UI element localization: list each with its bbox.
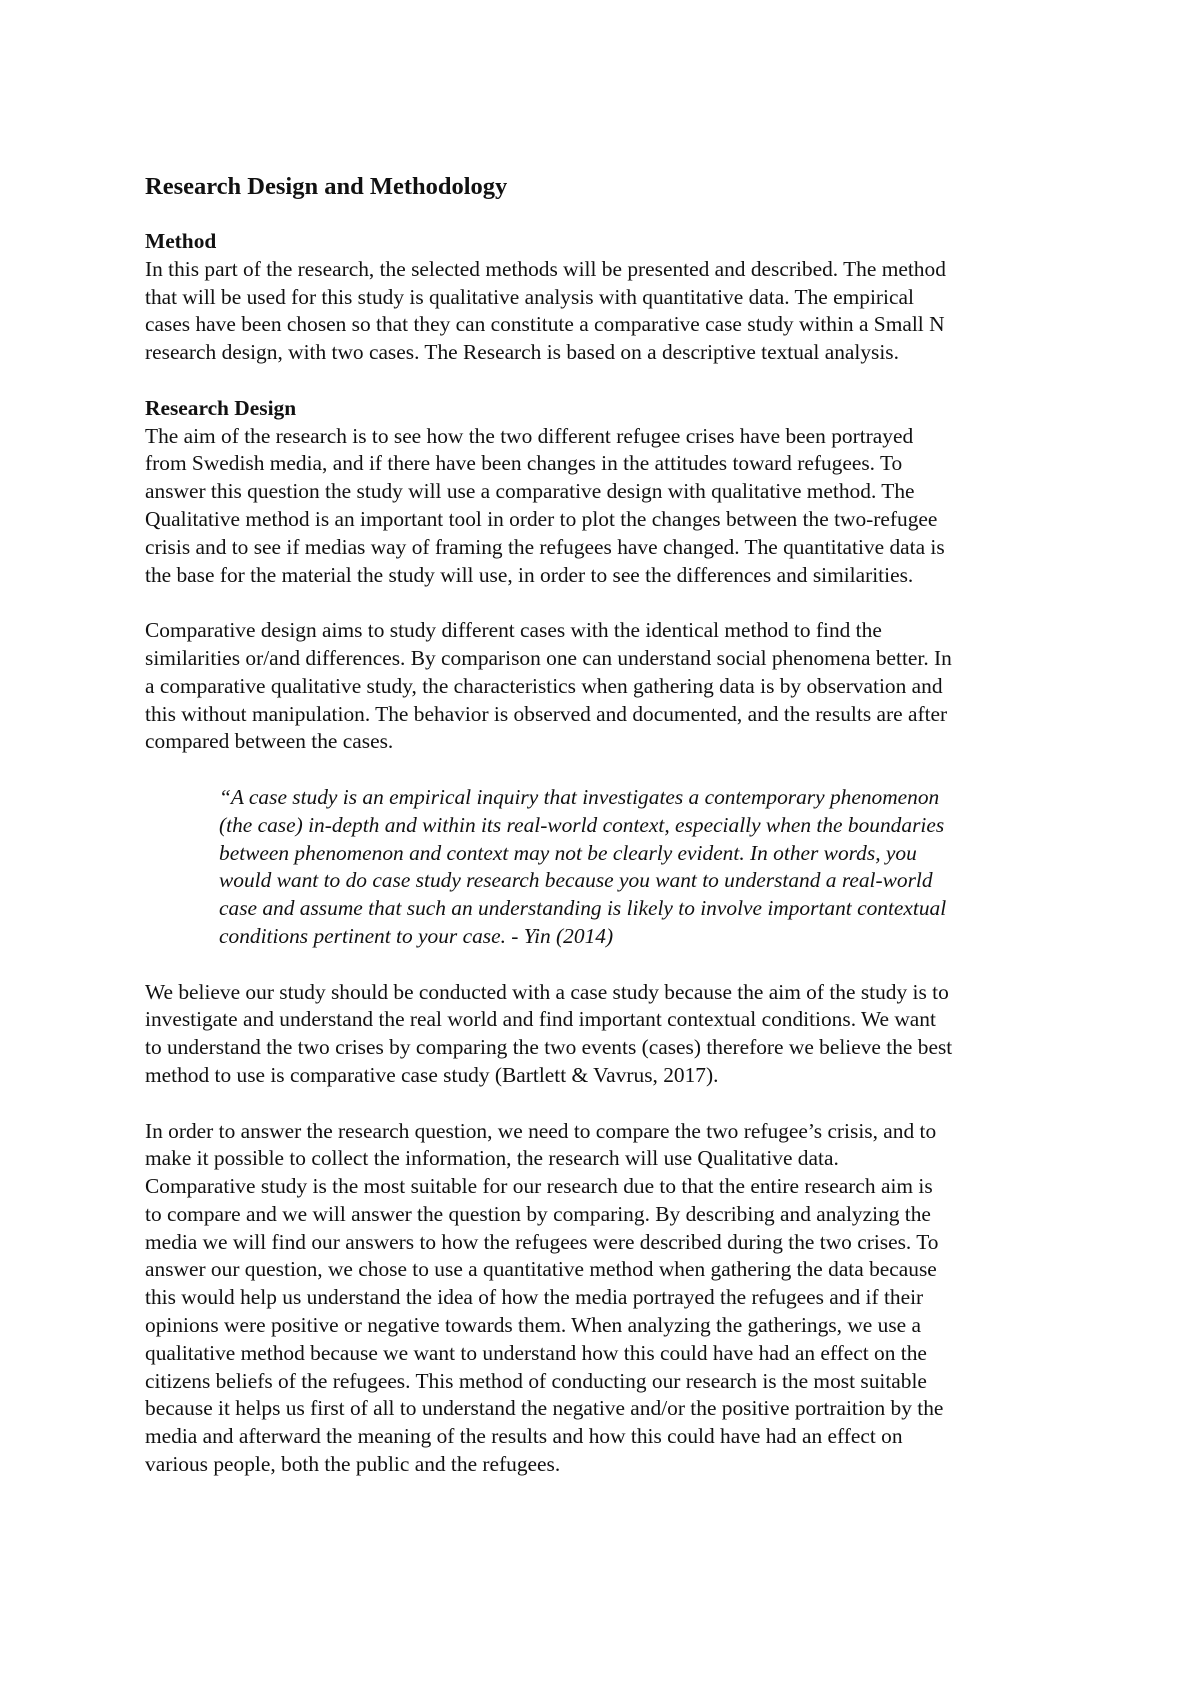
paragraph-spacer — [145, 756, 1075, 784]
text-line: to compare and we will answer the question by comparing. By describing and analyzing the — [145, 1201, 931, 1226]
section-heading-method: Method — [145, 229, 217, 253]
text-line: similarities or/and differences. By comparison one can understand social phenomena better. In — [145, 645, 952, 670]
section-heading-research-design: Research Design — [145, 395, 297, 420]
paragraph-spacer — [145, 589, 1075, 617]
section-method — [145, 228, 1075, 367]
text-line: this would help us understand the idea of how the media portrayed the refugees and if their — [145, 1285, 924, 1310]
text-line: from Swedish media, and if there have been changes in the attitudes toward refugees. To — [145, 451, 903, 476]
text-line: investigate and understand the real world and find important contextual conditions. We want — [145, 1007, 936, 1032]
text-line: media we will find our answers to how the refugees were described during the two crises. To — [145, 1229, 939, 1254]
research-design-paragraph-1 — [145, 423, 1075, 590]
method-paragraph — [145, 256, 1075, 367]
document-body — [145, 172, 1075, 1479]
case-study-paragraph — [145, 979, 1075, 1090]
quote-line: would want to do case study research because you want to understand a real-world — [219, 868, 933, 893]
research-question-paragraph — [145, 1118, 1075, 1479]
text-line: crisis and to see if medias way of framing the refugees have changed. The quantitative data is — [145, 534, 945, 559]
text-line: cases have been chosen so that they can constitute a comparative case study within a Small N — [145, 312, 945, 337]
quote-line: “A case study is an empirical inquiry that investigates a contemporary phenomenon — [219, 784, 940, 809]
quote-line: conditions pertinent to your case. - Yin (2014) — [219, 923, 614, 948]
text-line: Qualitative method is an important tool in order to plot the changes between the two-refugee — [145, 506, 938, 531]
document-title: Research Design and Methodology — [145, 173, 508, 200]
quote-line: between phenomenon and context may not be clearly evident. In other words, you — [219, 840, 917, 865]
text-line: to understand the two crises by comparing the two events (cases) therefore we believe the best — [145, 1035, 953, 1060]
research-design-paragraph-2 — [145, 617, 1075, 756]
text-line: research design, with two cases. The Research is based on a descriptive textual analysis. — [145, 340, 899, 365]
text-line: citizens beliefs of the refugees. This method of conducting our research is the most suitable — [145, 1368, 927, 1393]
text-line: make it possible to collect the information, the research will use Qualitative data. — [145, 1146, 839, 1171]
text-line: In this part of the research, the selected methods will be presented and described. The method — [145, 256, 946, 281]
text-line: qualitative method because we want to understand how this could have had an effect on the — [145, 1340, 927, 1365]
section-research-design — [145, 395, 1075, 1479]
yin-quote — [219, 784, 1075, 951]
text-line: The aim of the research is to see how the two different refugee crises have been portrayed — [145, 423, 914, 448]
text-line: opinions were positive or negative towards them. When analyzing the gatherings, we use a — [145, 1313, 921, 1338]
text-line: Comparative design aims to study different cases with the identical method to find the — [145, 618, 882, 643]
text-line: various people, both the public and the refugees. — [145, 1452, 561, 1477]
text-line: method to use is comparative case study (Bartlett & Vavrus, 2017). — [145, 1062, 719, 1087]
text-line: answer our question, we chose to use a quantitative method when gathering the data because — [145, 1257, 937, 1282]
text-line: a comparative qualitative study, the characteristics when gathering data is by observation and — [145, 673, 943, 698]
text-line: Comparative study is the most suitable for our research due to that the entire research aim is — [145, 1174, 933, 1199]
text-line: We believe our study should be conducted with a case study because the aim of the study is to — [145, 979, 949, 1004]
text-line: In order to answer the research question, we need to compare the two refugee’s crisis, and to — [145, 1118, 937, 1143]
text-line: compared between the cases. — [145, 729, 394, 754]
text-line: this without manipulation. The behavior is observed and documented, and the results are after — [145, 701, 948, 726]
text-line: that will be used for this study is qualitative analysis with quantitative data. The empirical — [145, 284, 914, 309]
paragraph-spacer — [145, 367, 1075, 395]
paragraph-spacer — [145, 951, 1075, 979]
quote-line: case and assume that such an understanding is likely to involve important contextual — [219, 896, 947, 921]
text-line: because it helps us first of all to understand the negative and/or the positive portraition by the — [145, 1396, 944, 1421]
quote-line: (the case) in-depth and within its real-world context, especially when the boundaries — [219, 812, 945, 837]
paragraph-spacer — [145, 1090, 1075, 1118]
text-line: media and afterward the meaning of the results and how this could have had an effect on — [145, 1424, 903, 1449]
text-line: answer this question the study will use a comparative design with qualitative method. The — [145, 479, 915, 504]
text-line: the base for the material the study will use, in order to see the differences and similarities. — [145, 562, 914, 587]
